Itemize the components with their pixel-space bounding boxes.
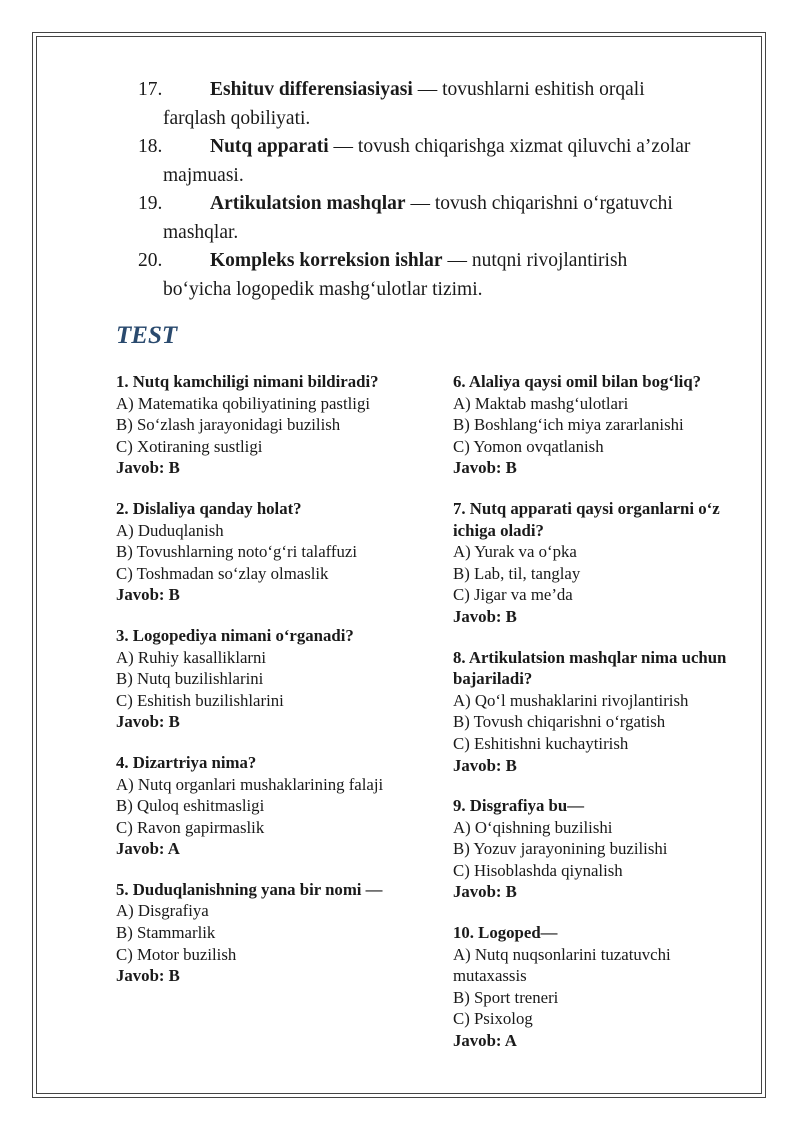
- definition-term: Kompleks korreksion ishlar: [210, 250, 443, 271]
- answer-option: C) Ravon gapirmaslik: [116, 817, 265, 837]
- answer-option: A) O‘qishning buzilishi: [453, 817, 613, 837]
- definition-continuation: farqlash qobiliyati.: [163, 107, 311, 129]
- definition-item: [138, 133, 758, 190]
- answer-option: A) Matematika qobiliyatining pastligi: [116, 393, 371, 413]
- question-block: [116, 752, 416, 860]
- definition-item: [138, 76, 758, 133]
- definitions-list: [138, 76, 758, 304]
- definition-number: 20.: [138, 250, 163, 271]
- definition-item: [138, 190, 758, 247]
- correct-answer: Javob: B: [453, 458, 517, 478]
- answer-option: C) Xotiraning sustligi: [116, 436, 263, 456]
- definition-number: 19.: [138, 193, 163, 214]
- answer-option: B) Quloq eshitmasligi: [116, 796, 265, 816]
- answer-option: A) Maktab mashg‘ulotlari: [453, 393, 629, 413]
- definition-item: [138, 247, 758, 304]
- question-block: [116, 625, 416, 733]
- definition-term: Eshituv differensiasiyasi: [210, 79, 413, 100]
- question-title: 3. Logopediya nimani o‘rganadi?: [116, 625, 354, 645]
- answer-option: B) Lab, til, tanglay: [453, 563, 581, 583]
- correct-answer: Javob: B: [116, 585, 180, 605]
- correct-answer: Javob: B: [453, 882, 517, 902]
- definition-continuation: bo‘yicha logopedik mashg‘ulotlar tizimi.: [163, 278, 483, 300]
- question-title: 4. Dizartriya nima?: [116, 752, 257, 772]
- question-title: 10. Logoped—: [453, 923, 558, 943]
- answer-option: A) Qo‘l mushaklarini rivojlantirish: [453, 690, 689, 710]
- answer-option: B) Stammarlik: [116, 923, 216, 943]
- question-block: [453, 371, 743, 479]
- question-title: 2. Dislaliya qanday holat?: [116, 498, 302, 518]
- answer-option: A) Ruhiy kasalliklarni: [116, 647, 267, 667]
- question-block: [116, 498, 416, 606]
- answer-option: B) Tovush chiqarishni o‘rgatish: [453, 712, 666, 732]
- answer-option: B) Tovushlarning noto‘g‘ri talaffuzi: [116, 542, 358, 562]
- questions-column-left: [116, 371, 416, 1006]
- definition-text: — tovush chiqarishni o‘rgatuvchi: [405, 193, 673, 214]
- answer-option: A) Nutq organlari mushaklarining falaji: [116, 774, 384, 794]
- answer-option: A) Disgrafiya: [116, 901, 209, 921]
- question-block: [116, 879, 416, 987]
- answer-option: B) Boshlang‘ich miya zararlanishi: [453, 415, 684, 435]
- answer-option: A) Duduqlanish: [116, 520, 224, 540]
- answer-option: C) Eshitish buzilishlarini: [116, 690, 284, 710]
- question-title: 9. Disgrafiya bu—: [453, 796, 584, 816]
- question-block: [453, 498, 743, 628]
- answer-option: C) Eshitishni kuchaytirish: [453, 733, 629, 753]
- correct-answer: Javob: B: [116, 712, 180, 732]
- question-title: 1. Nutq kamchiligi nimani bildiradi?: [116, 372, 379, 391]
- test-heading: TEST: [116, 322, 178, 349]
- answer-option: A) Nutq nuqsonlarini tuzatuvchi mutaxassis: [453, 944, 671, 986]
- correct-answer: Javob: B: [453, 606, 517, 626]
- definition-text: — nutqni rivojlantirish: [442, 250, 628, 271]
- definition-term: Artikulatsion mashqlar: [210, 193, 406, 214]
- answer-option: C) Psixolog: [453, 1009, 533, 1029]
- question-block: [116, 371, 416, 479]
- question-block: [453, 647, 743, 777]
- question-title: 8. Artikulatsion mashqlar nima uchun bajariladi?: [453, 647, 727, 689]
- answer-option: B) Nutq buzilishlarini: [116, 669, 264, 689]
- answer-option: C) Yomon ovqatlanish: [453, 436, 604, 456]
- definition-number: 18.: [138, 136, 163, 157]
- correct-answer: Javob: B: [116, 458, 180, 478]
- definition-number: 17.: [138, 79, 163, 100]
- question-title: 6. Alaliya qaysi omil bilan bog‘liq?: [453, 372, 702, 391]
- answer-option: B) Sport treneri: [453, 987, 559, 1007]
- answer-option: A) Yurak va o‘pka: [453, 542, 577, 562]
- correct-answer: Javob: A: [116, 839, 180, 859]
- definition-continuation: mashqlar.: [163, 221, 239, 243]
- definition-continuation: majmuasi.: [163, 164, 244, 186]
- correct-answer: Javob: B: [116, 966, 180, 986]
- question-title: 5. Duduqlanishning yana bir nomi —: [116, 879, 383, 899]
- questions-column-right: [453, 371, 743, 1071]
- answer-option: C) Toshmadan so‘zlay olmaslik: [116, 563, 329, 583]
- question-block: [453, 795, 743, 903]
- definition-term: Nutq apparati: [210, 136, 329, 157]
- question-block: [453, 922, 743, 1052]
- answer-option: B) So‘zlash jarayonidagi buzilish: [116, 415, 341, 435]
- answer-option: C) Jigar va me’da: [453, 585, 573, 605]
- answer-option: C) Hisoblashda qiynalish: [453, 860, 623, 880]
- question-title: 7. Nutq apparati qaysi organlarni o‘z ichiga oladi?: [453, 498, 720, 540]
- correct-answer: Javob: B: [453, 755, 517, 775]
- correct-answer: Javob: A: [453, 1031, 517, 1051]
- answer-option: C) Motor buzilish: [116, 944, 237, 964]
- definition-text: — tovushlarni eshitish orqali: [412, 79, 645, 100]
- answer-option: B) Yozuv jarayonining buzilishi: [453, 839, 668, 859]
- definition-text: — tovush chiqarishga xizmat qiluvchi a’zolar: [328, 136, 691, 157]
